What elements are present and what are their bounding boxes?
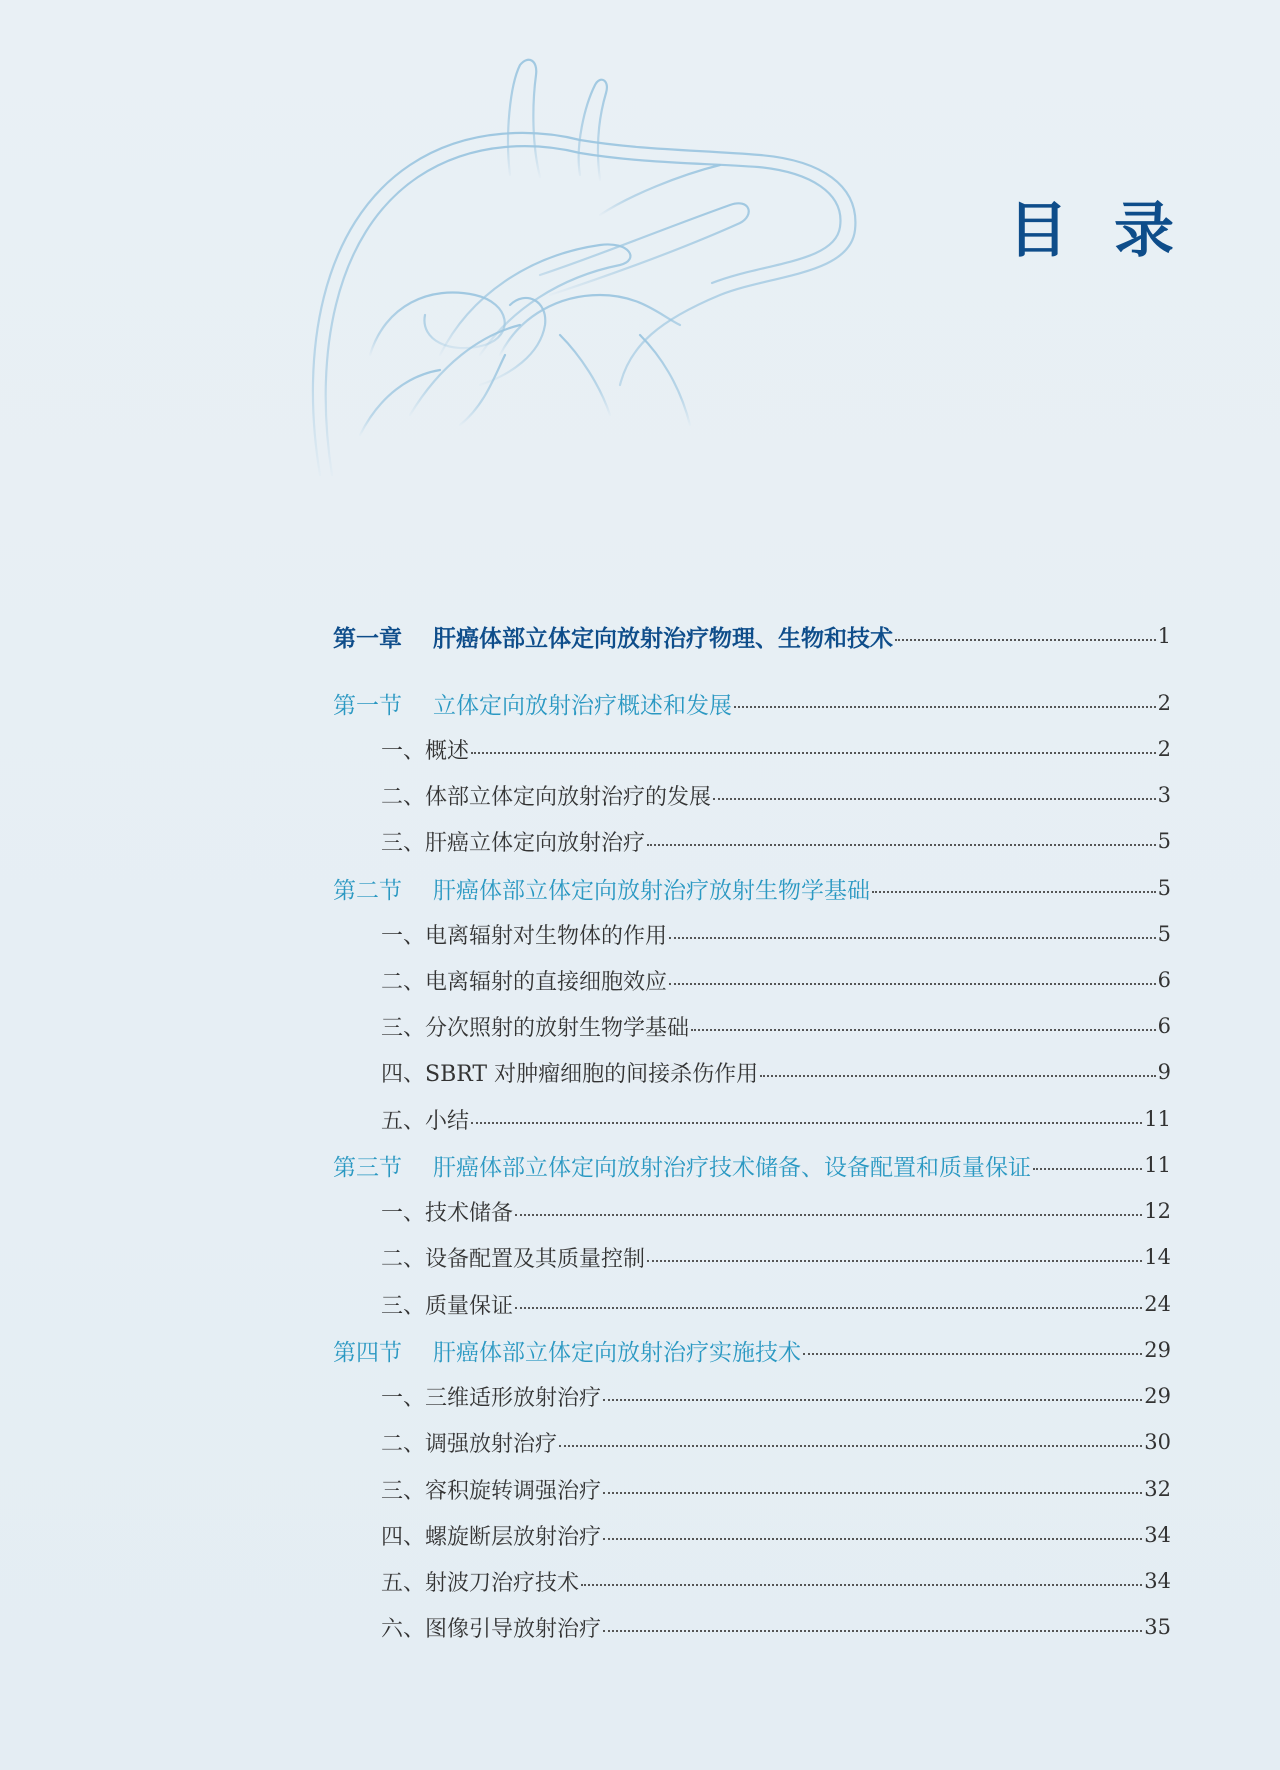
toc-item[interactable] xyxy=(333,914,1171,954)
leader-dots xyxy=(713,798,1156,800)
page-number: 5 xyxy=(1157,829,1171,853)
section-title: 肝癌体部立体定向放射治疗技术储备、设备配置和质量保证 xyxy=(433,1154,1031,1181)
item-label: 二、设备配置及其质量控制 xyxy=(381,1246,646,1272)
item-label: 六、图像引导放射治疗 xyxy=(381,1616,602,1642)
item-label: 四、SBRT 对肿瘤细胞的间接杀伤作用 xyxy=(381,1061,759,1087)
leader-dots xyxy=(691,1029,1156,1031)
page-number: 29 xyxy=(1144,1338,1171,1362)
toc-item[interactable] xyxy=(333,1376,1171,1416)
page-number: 32 xyxy=(1144,1477,1171,1501)
section-number: 第二节 xyxy=(333,877,402,904)
chapter-label xyxy=(333,620,893,653)
item-label: 三、容积旋转调强治疗 xyxy=(381,1478,602,1504)
page-number: 34 xyxy=(1144,1523,1171,1547)
leader-dots xyxy=(515,1307,1142,1309)
page-number: 6 xyxy=(1157,1014,1171,1038)
toc-item[interactable] xyxy=(333,960,1171,1000)
leader-dots xyxy=(603,1538,1142,1540)
chapter-title: 肝癌体部立体定向放射治疗物理、生物和技术 xyxy=(433,625,893,652)
page-number: 1 xyxy=(1157,624,1171,648)
item-label: 二、体部立体定向放射治疗的发展 xyxy=(381,784,712,810)
toc-item[interactable] xyxy=(333,729,1171,769)
page-number: 29 xyxy=(1144,1384,1171,1408)
item-label: 三、分次照射的放射生物学基础 xyxy=(381,1015,690,1041)
item-label: 三、质量保证 xyxy=(381,1293,514,1319)
toc-item[interactable] xyxy=(333,1284,1171,1324)
section-label xyxy=(333,687,732,720)
item-label: 一、三维适形放射治疗 xyxy=(381,1385,602,1411)
toc-item[interactable] xyxy=(333,1469,1171,1509)
toc-section-4[interactable] xyxy=(333,1330,1171,1370)
leader-dots xyxy=(734,706,1156,708)
section-number: 第一节 xyxy=(333,692,402,719)
title-char-1: 目 xyxy=(1008,196,1068,266)
section-number: 第三节 xyxy=(333,1154,402,1181)
leader-dots xyxy=(559,1445,1142,1447)
leader-dots xyxy=(603,1492,1142,1494)
page-number: 24 xyxy=(1144,1292,1171,1316)
toc-item[interactable] xyxy=(333,1006,1171,1046)
leader-dots xyxy=(1033,1168,1142,1170)
section-label xyxy=(333,1334,801,1367)
page-title xyxy=(1008,183,1174,269)
page-number: 30 xyxy=(1144,1430,1171,1454)
leader-dots xyxy=(471,752,1156,754)
toc-item[interactable] xyxy=(333,775,1171,815)
toc-item[interactable] xyxy=(333,1099,1171,1139)
liver-outline-icon xyxy=(300,55,900,495)
item-label: 二、电离辐射的直接细胞效应 xyxy=(381,969,668,995)
toc-item[interactable] xyxy=(333,1561,1171,1601)
page-number: 35 xyxy=(1144,1615,1171,1639)
page-number: 2 xyxy=(1157,691,1171,715)
page-number: 3 xyxy=(1157,783,1171,807)
leader-dots xyxy=(669,983,1156,985)
page-number: 5 xyxy=(1157,922,1171,946)
page-number: 14 xyxy=(1144,1245,1171,1269)
leader-dots xyxy=(471,1122,1142,1124)
section-label xyxy=(333,872,870,905)
toc-item[interactable] xyxy=(333,1237,1171,1277)
leader-dots xyxy=(803,1353,1142,1355)
toc-chapter-1[interactable] xyxy=(333,616,1171,656)
item-label: 三、肝癌立体定向放射治疗 xyxy=(381,830,646,856)
page-number: 12 xyxy=(1144,1199,1171,1223)
page-number: 2 xyxy=(1157,737,1171,761)
leader-dots xyxy=(647,1260,1142,1262)
toc-item[interactable] xyxy=(333,1515,1171,1555)
item-label: 四、螺旋断层放射治疗 xyxy=(381,1524,602,1550)
page-number: 9 xyxy=(1157,1060,1171,1084)
page-number: 11 xyxy=(1144,1107,1171,1131)
item-label: 一、电离辐射对生物体的作用 xyxy=(381,923,668,949)
toc-item[interactable] xyxy=(333,821,1171,861)
leader-dots xyxy=(669,937,1156,939)
item-label: 一、技术储备 xyxy=(381,1200,514,1226)
section-number: 第四节 xyxy=(333,1339,402,1366)
toc-section-2[interactable] xyxy=(333,868,1171,908)
item-label: 一、概述 xyxy=(381,738,470,764)
item-label: 五、小结 xyxy=(381,1108,470,1134)
section-title: 立体定向放射治疗概述和发展 xyxy=(433,692,732,719)
toc-item[interactable] xyxy=(333,1607,1171,1647)
section-title: 肝癌体部立体定向放射治疗放射生物学基础 xyxy=(433,877,870,904)
page-number: 34 xyxy=(1144,1569,1171,1593)
leader-dots xyxy=(760,1075,1156,1077)
leader-dots xyxy=(895,639,1156,641)
section-title: 肝癌体部立体定向放射治疗实施技术 xyxy=(433,1339,801,1366)
toc-item[interactable] xyxy=(333,1422,1171,1462)
chapter-number: 第一章 xyxy=(333,625,402,652)
toc-item[interactable] xyxy=(333,1191,1171,1231)
leader-dots xyxy=(647,844,1156,846)
section-label xyxy=(333,1149,1031,1182)
item-label: 二、调强放射治疗 xyxy=(381,1431,558,1457)
page-number: 6 xyxy=(1157,968,1171,992)
page-number: 11 xyxy=(1144,1153,1171,1177)
leader-dots xyxy=(603,1630,1142,1632)
leader-dots xyxy=(515,1214,1142,1216)
toc-section-3[interactable] xyxy=(333,1145,1171,1185)
leader-dots xyxy=(603,1399,1142,1401)
toc-item[interactable] xyxy=(333,1052,1171,1092)
page-number: 5 xyxy=(1157,876,1171,900)
title-char-2: 录 xyxy=(1114,196,1174,266)
toc-section-1[interactable] xyxy=(333,683,1171,723)
leader-dots xyxy=(581,1584,1142,1586)
leader-dots xyxy=(872,891,1156,893)
item-label: 五、射波刀治疗技术 xyxy=(381,1570,580,1596)
